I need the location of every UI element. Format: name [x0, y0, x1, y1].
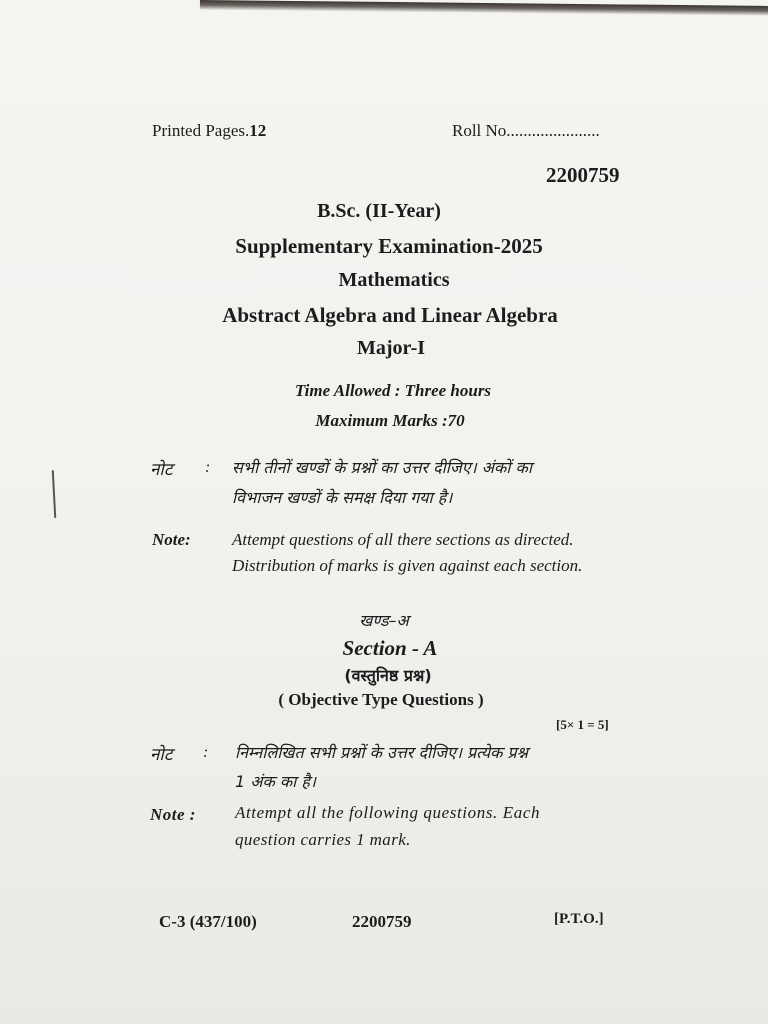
- margin-pen-mark: [52, 470, 57, 518]
- printed-pages-label: Printed Pages.: [152, 121, 250, 140]
- paper-code: 2200759: [546, 163, 620, 187]
- general-note-english-line2: Distribution of marks is given against each section.: [232, 556, 583, 575]
- major-title: Major-I: [356, 337, 426, 359]
- course-title: B.Sc. (II-Year): [317, 200, 441, 222]
- exam-title: Supplementary Examination-2025: [235, 234, 543, 258]
- section-note-hindi-line1: निम्नलिखित सभी प्रश्नों के उत्तर दीजिए। प्रत्येक प्रश्न: [235, 743, 528, 762]
- general-note-hindi-line2: विभाजन खण्डों के समक्ष दिया गया है।: [232, 488, 453, 507]
- section-note-english-line2: question carries 1 mark.: [235, 830, 411, 849]
- paper-title: Abstract Algebra and Linear Algebra: [222, 303, 558, 327]
- section-note-colon: :: [203, 744, 209, 761]
- section-note-english-line1: Attempt all the following questions. Each: [235, 803, 541, 822]
- printed-pages-value: 12: [249, 121, 267, 140]
- general-note-english-label: Note:: [152, 530, 191, 549]
- maximum-marks: Maximum Marks :70: [315, 411, 465, 430]
- section-note-hindi-line2: 1 अंक का है।: [235, 772, 316, 791]
- general-note-colon: :: [205, 459, 211, 476]
- footer-pto: [P.T.O.]: [554, 911, 604, 927]
- section-a-hindi-type: (वस्तुनिष्ठ प्रश्न): [344, 666, 432, 685]
- page-top-shadow: [200, 0, 768, 16]
- section-note-english-label: Note :: [150, 805, 196, 824]
- section-a-marks-distribution: [5× 1 = 5]: [556, 717, 609, 732]
- footer-code: C-3 (437/100): [159, 912, 257, 931]
- footer-paper-code: 2200759: [352, 912, 412, 931]
- section-a-heading: Section - A: [342, 636, 438, 660]
- section-a-hindi-heading: खण्ड–अ: [359, 611, 409, 630]
- section-a-type: ( Objective Type Questions ): [278, 690, 484, 709]
- time-allowed: Time Allowed : Three hours: [294, 381, 492, 400]
- subject-title: Mathematics: [338, 269, 450, 291]
- section-note-hindi-label: नोट: [150, 745, 173, 765]
- printed-pages: [152, 121, 266, 141]
- general-note-english-line1: Attempt questions of all there sections as directed.: [232, 530, 574, 549]
- roll-number-field: Roll No......................: [452, 121, 600, 140]
- general-note-hindi-line1: सभी तीनों खण्डों के प्रश्नों का उत्तर दीजिए। अंकों का: [232, 458, 532, 477]
- general-note-hindi-label: नोट: [150, 460, 173, 480]
